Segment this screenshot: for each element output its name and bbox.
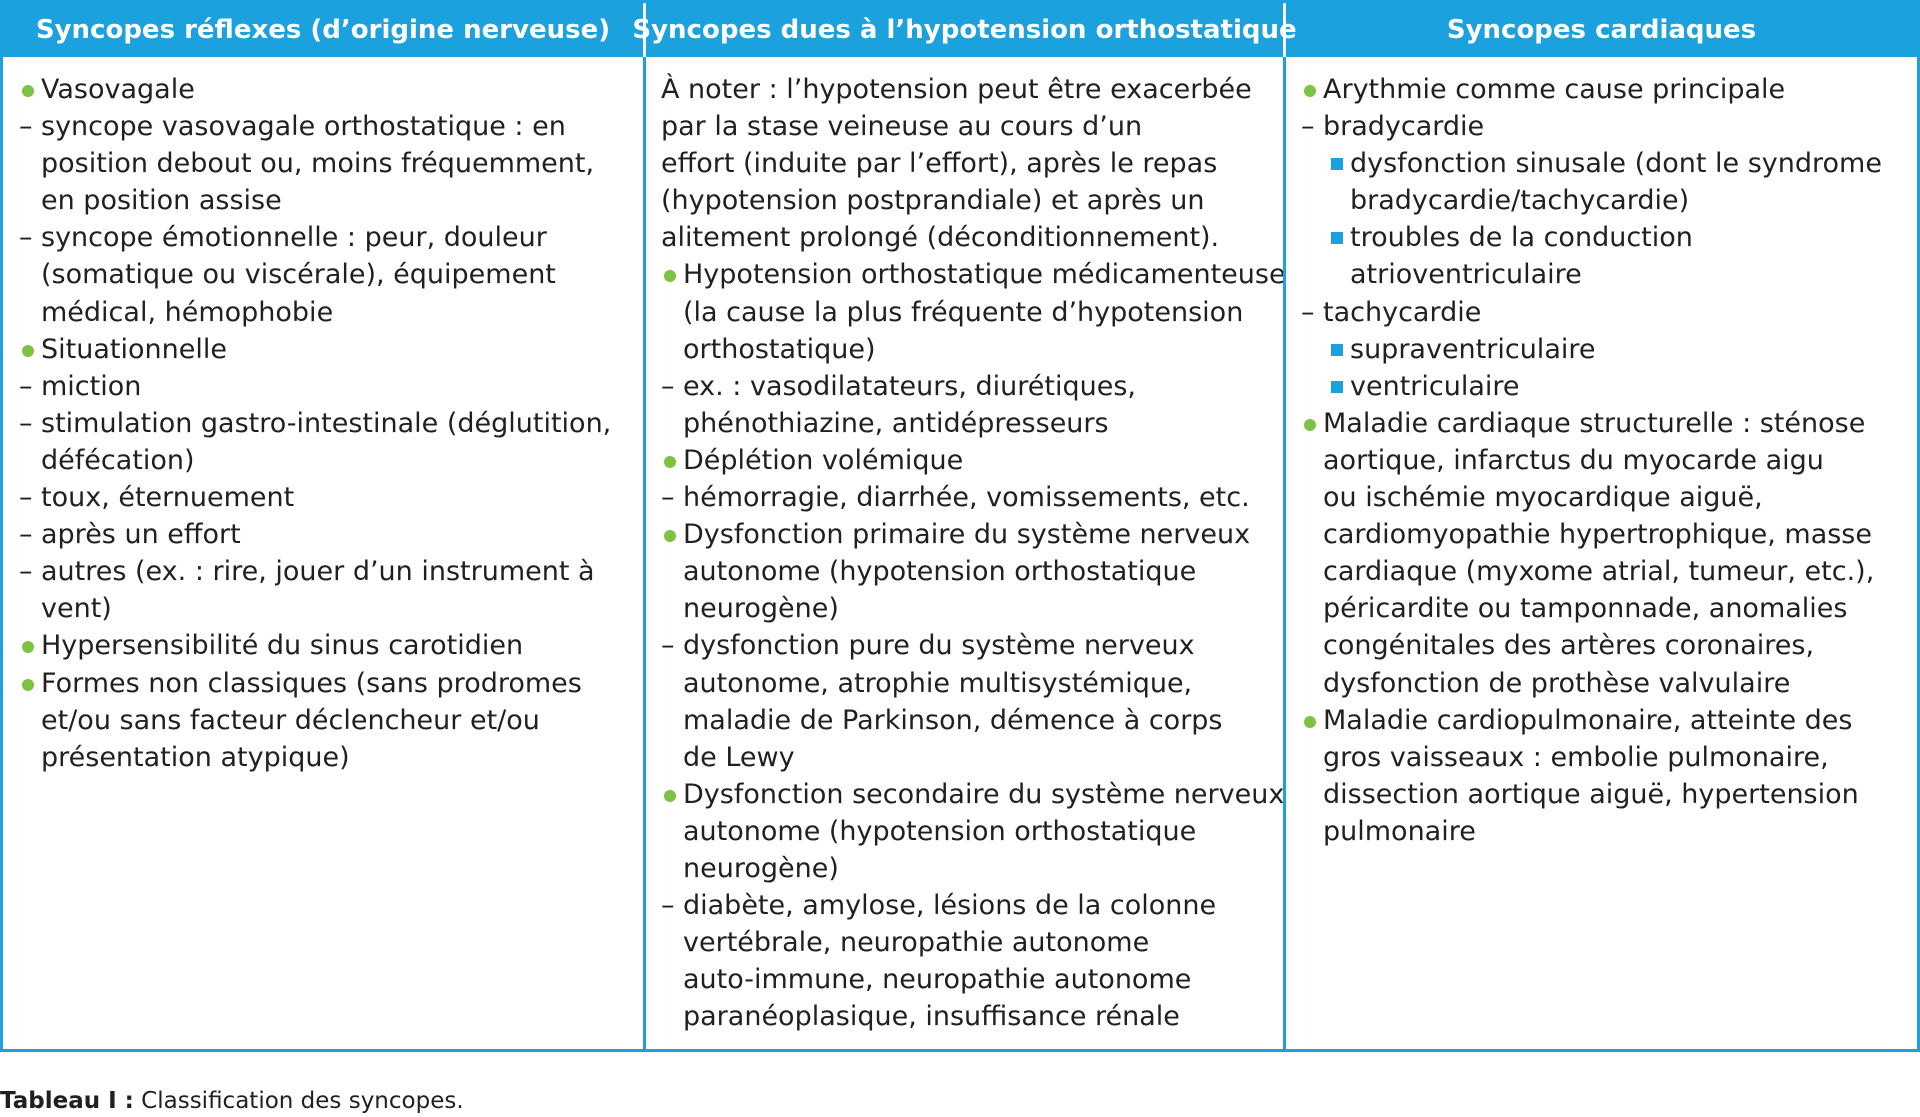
green-bullet-icon: [22, 85, 34, 97]
table-caption: [0, 1088, 464, 1114]
list-item: [19, 71, 643, 108]
list-item-text: effort (induite par l’effort), après le repas: [661, 148, 1218, 180]
column-cardiac-syncope: [1283, 57, 1917, 1049]
list-item: [1301, 442, 1917, 479]
list-item: [661, 739, 1283, 776]
dash-marker: –: [19, 407, 33, 439]
list-item-text: troubles de la conduction: [1350, 222, 1693, 254]
list-item-text: tachycardie: [1323, 296, 1482, 328]
list-item: [19, 182, 643, 219]
dash-marker: –: [661, 890, 675, 922]
list-item: [1301, 590, 1917, 627]
header-orthostatic-syncope: Syncopes dues à l’hypotension orthostatique: [643, 3, 1283, 57]
list-item: [19, 108, 643, 145]
list-item-text: syncope émotionnelle : peur, douleur: [41, 222, 547, 254]
list-item-text: À noter : l’hypotension peut être exacerbée: [661, 74, 1252, 105]
list-item-text: syncope vasovagale orthostatique : en: [41, 111, 566, 143]
list-item-text: Formes non classiques (sans prodromes: [41, 667, 582, 699]
list-item-text: orthostatique): [683, 333, 876, 365]
table-header-row: [3, 3, 1917, 57]
list-item-text: par la stase veineuse au cours d’un: [661, 111, 1143, 143]
list-item: [661, 516, 1283, 553]
list-item-text: position debout ou, moins fréquemment,: [41, 148, 595, 180]
list-item-text: vent): [41, 593, 112, 625]
list-item: [1301, 182, 1917, 219]
list-item: [1301, 813, 1917, 850]
list-item: [661, 479, 1283, 516]
blue-square-bullet-icon: [1331, 158, 1343, 170]
column-orthostatic-syncope: [643, 57, 1286, 1049]
list-item: [1301, 702, 1917, 739]
list-item-text: ex. : vasodilatateurs, diurétiques,: [683, 370, 1137, 402]
list-item: [19, 145, 643, 182]
list-item: [19, 479, 643, 516]
list-item-text: pulmonaire: [1323, 815, 1476, 847]
list-item: [661, 887, 1283, 924]
list-item-text: auto-immune, neuropathie autonome: [683, 964, 1192, 996]
list-item-text: dysfonction pure du système nerveux: [683, 630, 1195, 662]
list-item-text: neurogène): [683, 852, 839, 884]
blue-square-bullet-icon: [1331, 381, 1343, 393]
green-bullet-icon: [1304, 716, 1316, 728]
list-item: [661, 776, 1283, 813]
list-item: [1301, 256, 1917, 293]
list-item: [661, 294, 1283, 331]
list-item: [661, 665, 1283, 702]
list-item-text: Situationnelle: [41, 333, 227, 365]
list-item: [661, 702, 1283, 739]
list-item: [661, 850, 1283, 887]
blue-square-bullet-icon: [1331, 344, 1343, 356]
dash-marker: –: [661, 630, 675, 662]
dash-marker: –: [19, 556, 33, 588]
green-bullet-icon: [664, 790, 676, 802]
list-item: [661, 331, 1283, 368]
header-cardiac-syncope: Syncopes cardiaques: [1283, 3, 1917, 57]
list-item-text: péricardite ou tamponnade, anomalies: [1323, 593, 1848, 625]
list-item-text: Maladie cardiaque structurelle : sténose: [1323, 407, 1866, 439]
green-bullet-icon: [22, 679, 34, 691]
list-item: [19, 368, 643, 405]
dash-marker: –: [19, 111, 33, 143]
list-item-text: présentation atypique): [41, 741, 350, 773]
list-item-text: autonome (hypotension orthostatique: [683, 815, 1197, 847]
list-item: [1301, 627, 1917, 664]
green-bullet-icon: [664, 270, 676, 282]
list-item: [19, 256, 643, 293]
list-item-text: atrioventriculaire: [1350, 259, 1582, 291]
dash-marker: –: [19, 370, 33, 402]
dash-marker: –: [661, 482, 675, 514]
list-item-text: cardiomyopathie hypertrophique, masse: [1323, 519, 1872, 551]
list-item-text: en position assise: [41, 185, 282, 217]
list-item: [19, 442, 643, 479]
list-item: [19, 739, 643, 776]
list-item: [19, 665, 643, 702]
list-item: [1301, 553, 1917, 590]
list-item: [1301, 665, 1917, 702]
list-item: [661, 813, 1283, 850]
list-item-text: phénothiazine, antidépresseurs: [683, 407, 1109, 439]
list-item-text: Dysfonction primaire du système nerveux: [683, 519, 1251, 551]
list-item-text: bradycardie: [1323, 111, 1485, 143]
list-item-text: gros vaisseaux : embolie pulmonaire,: [1323, 741, 1829, 773]
list-item-text: miction: [41, 370, 142, 402]
list-item-text: autonome, atrophie multisystémique,: [683, 667, 1193, 699]
list-item-text: défécation): [41, 444, 195, 476]
table-body-row: [3, 57, 1917, 1049]
list-item-text: Hypotension orthostatique médicamenteuse: [683, 259, 1286, 291]
list-item-text: alitement prolongé (déconditionnement).: [661, 222, 1220, 254]
list-item: [661, 590, 1283, 627]
list-item-text: paranéoplasique, insuffisance rénale: [683, 1001, 1180, 1033]
list-item-text: Maladie cardiopulmonaire, atteinte des: [1323, 704, 1853, 736]
list-item-text: de Lewy: [683, 741, 795, 773]
list-item-text: autres (ex. : rire, jouer d’un instrument à: [41, 556, 595, 588]
list-item-text: hémorragie, diarrhée, vomissements, etc.: [683, 482, 1250, 514]
list-item-text: diabète, amylose, lésions de la colonne: [683, 890, 1217, 922]
list-item-text: Hypersensibilité du sinus carotidien: [41, 630, 524, 662]
list-item-text: toux, éternuement: [41, 482, 295, 514]
list-item: [1301, 294, 1917, 331]
dash-marker: –: [19, 222, 33, 254]
list-item: [661, 405, 1283, 442]
list-item-text: Dysfonction secondaire du système nerveux: [683, 778, 1285, 810]
caption-text: Classification des syncopes.: [133, 1088, 464, 1114]
list-item-text: Vasovagale: [41, 74, 195, 105]
list-item-text: stimulation gastro-intestinale (déglutition,: [41, 407, 612, 439]
green-bullet-icon: [22, 641, 34, 653]
header-reflex-syncope: Syncopes réflexes (d’origine nerveuse): [35, 15, 611, 45]
list-item: [661, 145, 1283, 182]
list-item: [1301, 405, 1917, 442]
list-item: [19, 219, 643, 256]
list-item: [1301, 479, 1917, 516]
list-item-text: aortique, infarctus du myocarde aigu: [1323, 444, 1824, 476]
list-item: [661, 924, 1283, 961]
list-item: [19, 553, 643, 590]
list-item: [1301, 145, 1917, 182]
list-item: [661, 71, 1283, 108]
list-item-text: vertébrale, neuropathie autonome: [683, 927, 1150, 959]
green-bullet-icon: [22, 345, 34, 357]
list-item: [661, 219, 1283, 256]
list-item: [19, 516, 643, 553]
list-item: [1301, 108, 1917, 145]
list-item: [661, 182, 1283, 219]
list-item: [661, 627, 1283, 664]
list-item: [1301, 368, 1917, 405]
list-item: [661, 553, 1283, 590]
list-item-text: (la cause la plus fréquente d’hypotension: [683, 296, 1244, 328]
list-item-text: et/ou sans facteur déclencheur et/ou: [41, 704, 540, 736]
list-item: [661, 998, 1283, 1035]
list-item-text: ou ischémie myocardique aiguë,: [1323, 482, 1763, 514]
list-item: [661, 961, 1283, 998]
list-item: [19, 590, 643, 627]
list-item: [1301, 739, 1917, 776]
dash-marker: –: [1301, 296, 1315, 328]
caption-label: Tableau I :: [0, 1088, 134, 1114]
dash-marker: –: [19, 482, 33, 514]
list-item-text: maladie de Parkinson, démence à corps: [683, 704, 1223, 736]
list-item: [1301, 776, 1917, 813]
list-item-text: bradycardie/tachycardie): [1350, 185, 1690, 217]
list-item-text: dysfonction de prothèse valvulaire: [1323, 667, 1791, 699]
dash-marker: –: [1301, 111, 1315, 143]
list-item-text: après un effort: [41, 519, 241, 551]
list-item-text: Déplétion volémique: [683, 444, 964, 476]
list-item: [1301, 516, 1917, 553]
list-item: [19, 405, 643, 442]
list-item: [19, 627, 643, 664]
list-item: [1301, 331, 1917, 368]
green-bullet-icon: [1304, 85, 1316, 97]
list-item-text: (hypotension postprandiale) et après un: [661, 185, 1205, 217]
list-item-text: dissection aortique aiguë, hypertension: [1323, 778, 1859, 810]
column-reflex-syncope: [3, 57, 643, 1049]
list-item-text: supraventriculaire: [1350, 333, 1596, 365]
list-item: [661, 368, 1283, 405]
list-item-text: congénitales des artères coronaires,: [1323, 630, 1815, 662]
list-item: [661, 108, 1283, 145]
list-item: [661, 442, 1283, 479]
list-item: [1301, 219, 1917, 256]
dash-marker: –: [661, 370, 675, 402]
list-item: [19, 702, 643, 739]
list-item-text: autonome (hypotension orthostatique: [683, 556, 1197, 588]
list-item: [1301, 71, 1917, 108]
list-item-text: neurogène): [683, 593, 839, 625]
list-item-text: médical, hémophobie: [41, 296, 334, 328]
green-bullet-icon: [1304, 419, 1316, 431]
green-bullet-icon: [664, 456, 676, 468]
blue-square-bullet-icon: [1331, 232, 1343, 244]
list-item-text: ventriculaire: [1350, 370, 1520, 402]
list-item: [19, 331, 643, 368]
list-item-text: (somatique ou viscérale), équipement: [41, 259, 556, 291]
dash-marker: –: [19, 519, 33, 551]
green-bullet-icon: [664, 530, 676, 542]
list-item-text: cardiaque (myxome atrial, tumeur, etc.),: [1323, 556, 1875, 588]
list-item: [19, 294, 643, 331]
list-item: [661, 256, 1286, 293]
list-item-text: dysfonction sinusale (dont le syndrome: [1350, 148, 1882, 180]
list-item-text: Arythmie comme cause principale: [1323, 74, 1786, 105]
